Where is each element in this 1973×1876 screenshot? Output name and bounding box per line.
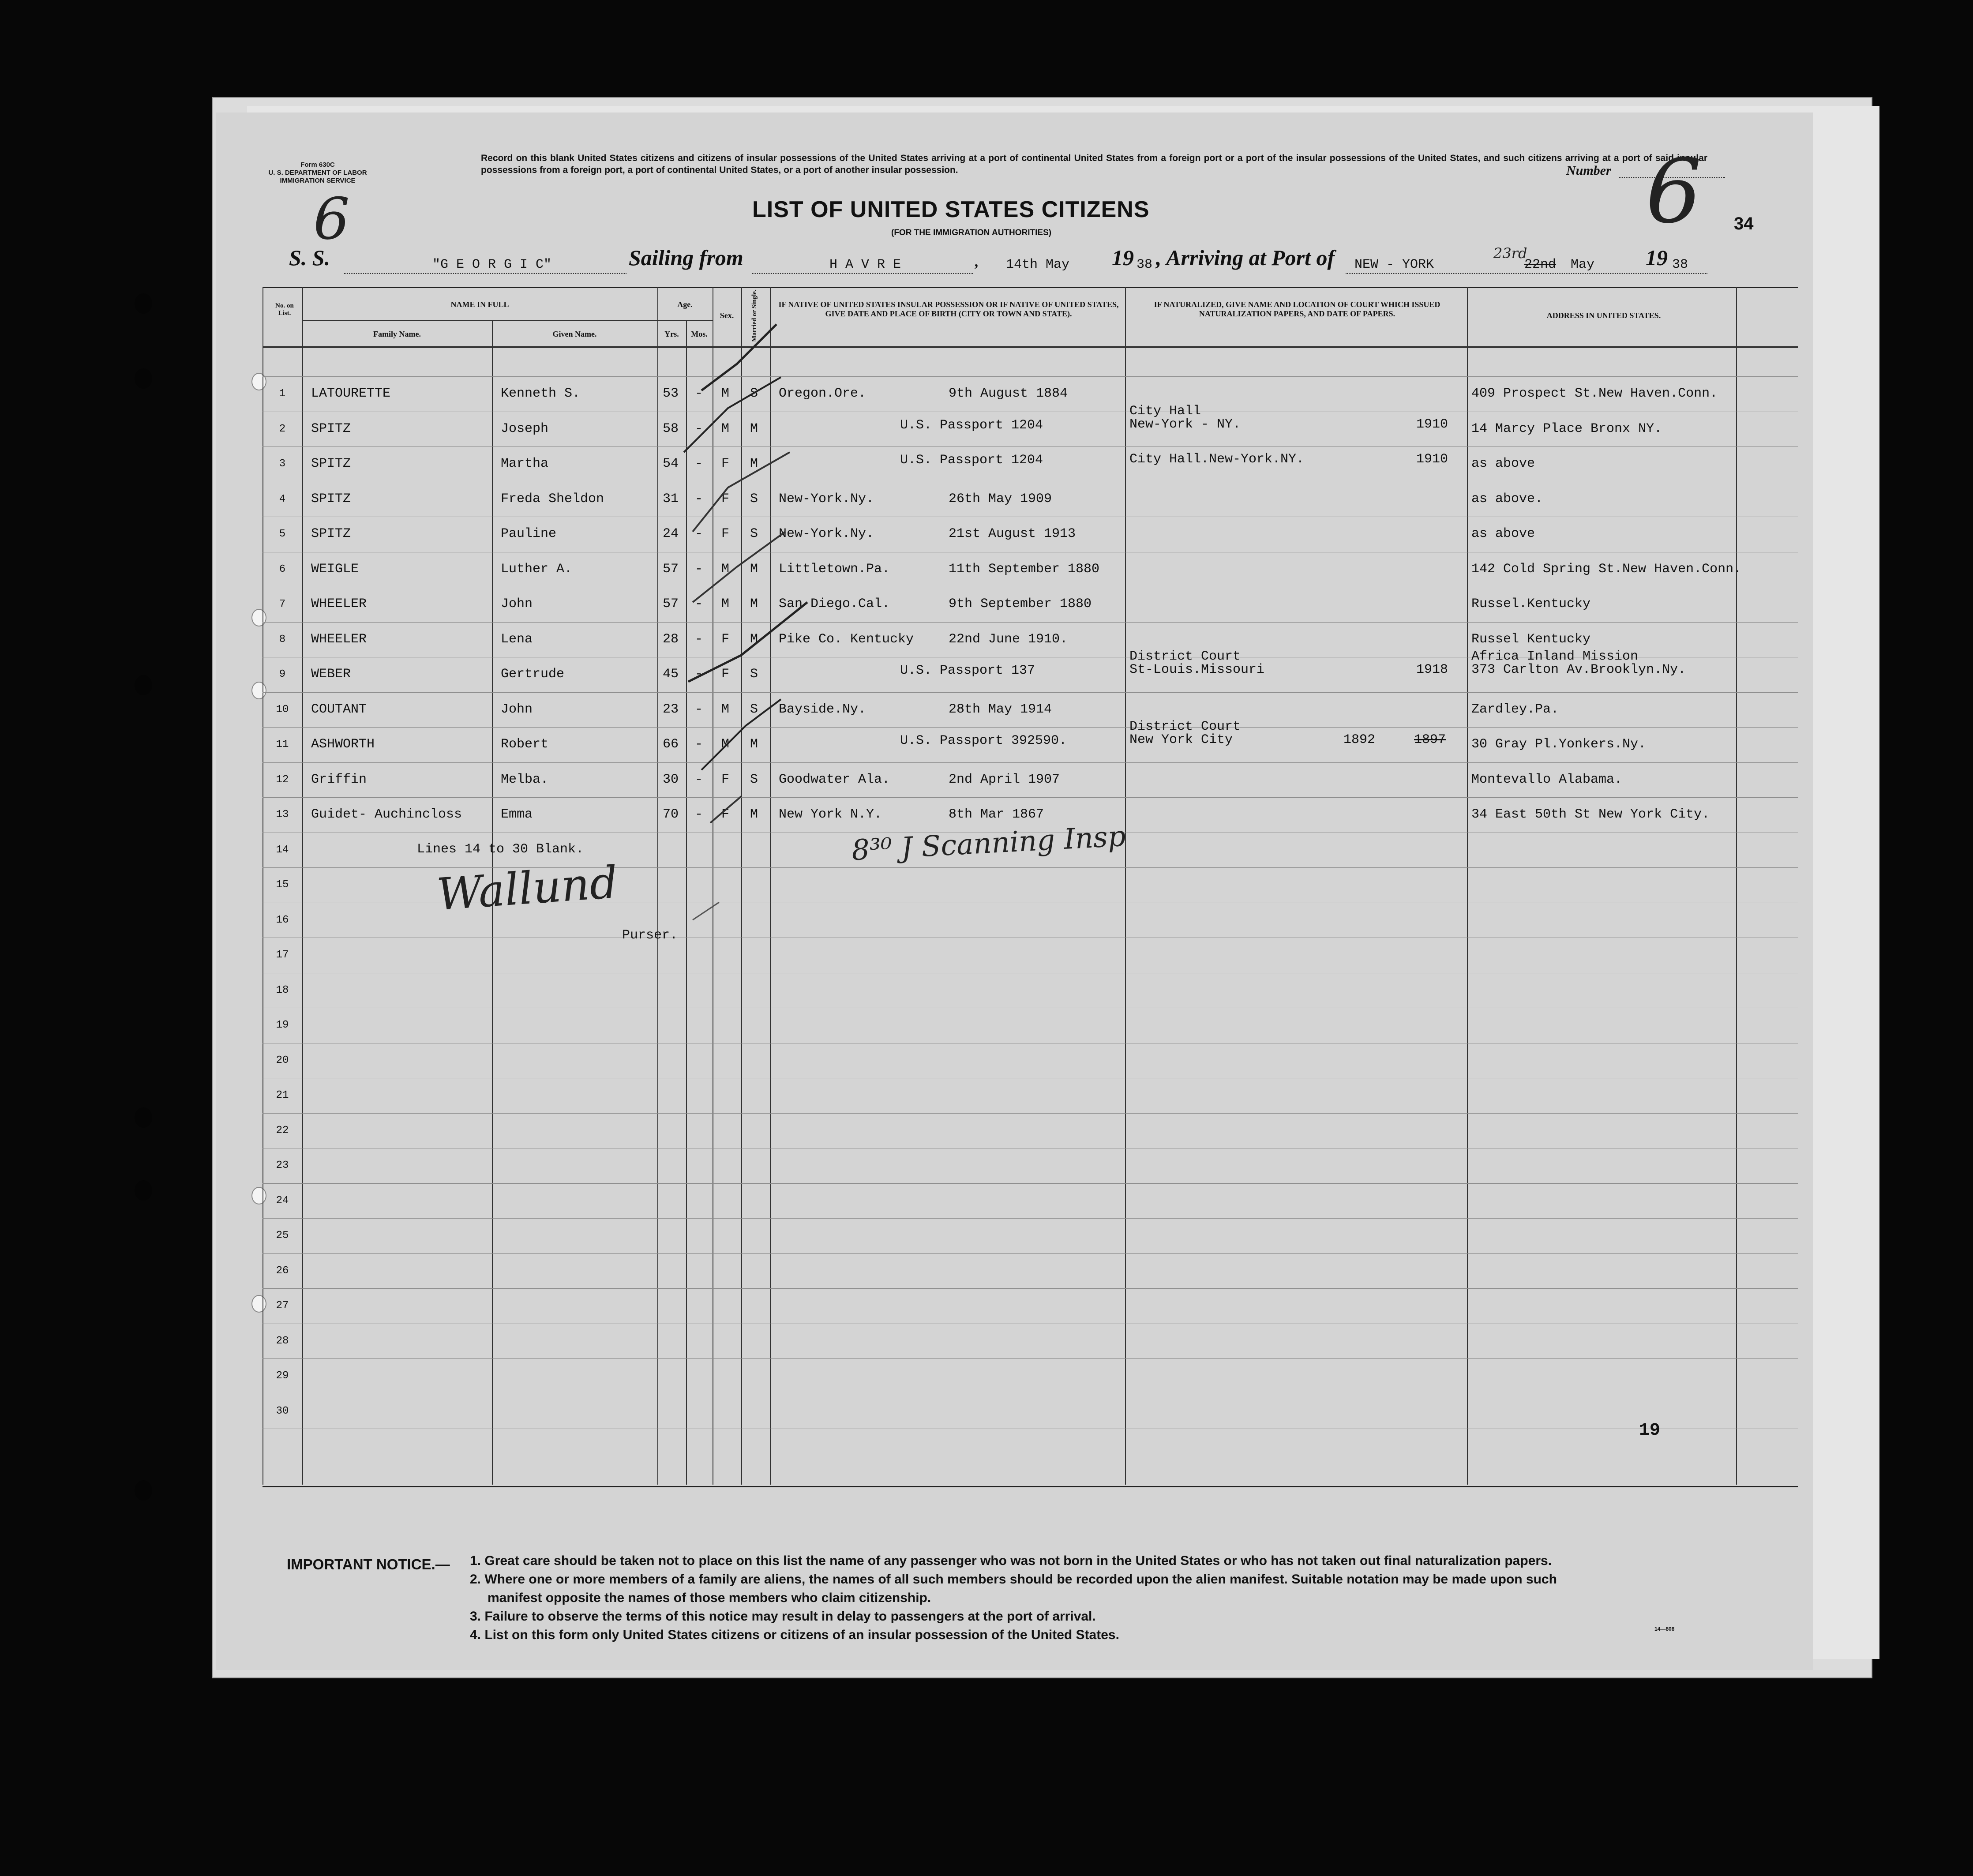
binder-hole: [135, 293, 152, 314]
row-rule: [263, 797, 1798, 798]
notice-item-2: 2. Where one or more members of a family are aliens, the names of all such members should be recorded upon the alien manifest. Suitable notation may be made upon such: [470, 1572, 1557, 1587]
row-number: 26: [276, 1264, 289, 1277]
department: U. S. DEPARTMENT OF LABOR: [268, 169, 367, 176]
birth-date: 28th May 1914: [949, 702, 1052, 717]
sex: F: [721, 491, 730, 507]
family-name: SPITZ: [311, 456, 351, 471]
court-line-1: District Court: [1129, 719, 1241, 734]
header-no: No. on List.: [275, 302, 294, 317]
row-number: 12: [276, 773, 289, 786]
row-number: 25: [276, 1230, 289, 1242]
family-name: Griffin: [311, 772, 367, 787]
age-years: 45: [663, 667, 679, 682]
sex: F: [721, 772, 730, 787]
birth-place: Pike Co. Kentucky: [779, 631, 914, 647]
court-line-1: City Hall: [1129, 403, 1201, 419]
header-name-in-full: NAME IN FULL: [450, 300, 509, 309]
row-number: 17: [276, 949, 289, 961]
address: 142 Cold Spring St.New Haven.Conn.: [1471, 561, 1742, 577]
age-months: -: [695, 386, 703, 401]
age-years: 30: [663, 772, 679, 787]
arrival-month: May: [1571, 257, 1595, 272]
row-rule: [263, 727, 1798, 728]
binder-hole: [135, 1107, 152, 1128]
row-rule: [263, 1288, 1798, 1289]
birth-place: New York N.Y.: [779, 807, 882, 822]
married-or-single: S: [750, 386, 758, 401]
age-years: 54: [663, 456, 679, 471]
court-year: 1918: [1416, 662, 1448, 677]
form-number: Form 630C: [300, 161, 335, 169]
age-months: -: [695, 491, 703, 507]
age-years: 70: [663, 807, 679, 822]
age-years: 53: [663, 386, 679, 401]
notice-item-2-cont: manifest opposite the names of those members who claim citizenship.: [488, 1591, 931, 1605]
sex: M: [721, 597, 730, 612]
birth-place: Bayside.Ny.: [779, 702, 866, 717]
family-name: LATOURETTE: [311, 386, 391, 401]
service: IMMIGRATION SERVICE: [280, 177, 356, 184]
form-code: 14—808: [1654, 1626, 1675, 1632]
sex: F: [721, 631, 730, 647]
year-prefix-from: 19: [1112, 245, 1134, 270]
court-year: 1910: [1416, 452, 1448, 467]
birth-place: Oregon.Ore.: [779, 386, 866, 401]
sailing-label: Sailing from: [629, 245, 743, 270]
header-age: Age.: [677, 300, 693, 309]
form-id: [243, 161, 393, 185]
court-year: 1892: [1343, 732, 1376, 747]
given-name: Melba.: [501, 772, 549, 787]
age-months: -: [695, 421, 703, 436]
address: as above: [1471, 526, 1535, 541]
given-name: Pauline: [501, 526, 557, 541]
sex: F: [721, 667, 730, 682]
age-months: -: [695, 526, 703, 541]
passport: U.S. Passport 1204: [900, 417, 1043, 433]
row-number: 14: [276, 844, 289, 856]
sex: M: [721, 561, 730, 577]
binder-hole: [135, 1180, 152, 1201]
given-name: Luther A.: [501, 561, 573, 577]
binder-hole: [135, 368, 152, 389]
notice-item-4: 4. List on this form only United States citizens or citizens of an insular possession of the United States.: [470, 1628, 1119, 1642]
row-rule: [263, 446, 1798, 447]
row-number: 21: [276, 1089, 289, 1101]
important-notice-heading: IMPORTANT NOTICE.—: [287, 1556, 450, 1572]
family-name: SPITZ: [311, 526, 351, 541]
col-rule: [657, 287, 658, 1485]
binder-hole: [135, 675, 152, 695]
header-given-name: Given Name.: [552, 330, 597, 338]
birth-date: 9th August 1884: [949, 386, 1068, 401]
address: Zardley.Pa.: [1471, 702, 1559, 717]
sex: F: [721, 807, 730, 822]
page-ref: 34: [1734, 214, 1754, 233]
sex: F: [721, 526, 730, 541]
age-months: -: [695, 702, 703, 717]
address: as above.: [1471, 491, 1543, 507]
birth-date: 8th Mar 1867: [949, 807, 1044, 822]
header-family-name: Family Name.: [373, 330, 421, 338]
year-from: 38: [1137, 257, 1153, 272]
inspection-tick-marks: [675, 320, 834, 938]
address: Montevallo Alabama.: [1471, 772, 1623, 787]
sex: M: [721, 421, 730, 436]
row-number: 3: [279, 458, 286, 470]
married-or-single: S: [750, 491, 758, 507]
row-number: 4: [279, 493, 286, 505]
depart-date: 14th May: [1006, 257, 1070, 272]
port-to: NEW - YORK: [1354, 257, 1434, 272]
header-sex: Sex.: [720, 311, 734, 320]
ship-name: "G E O R G I C": [432, 257, 552, 272]
row-number: 1: [279, 388, 286, 400]
row-number: 20: [276, 1054, 289, 1066]
birth-date: 2nd April 1907: [949, 772, 1060, 787]
married-or-single: M: [750, 561, 758, 577]
address: Russel.Kentucky: [1471, 597, 1591, 612]
header-naturalized: IF NATURALIZED, GIVE NAME AND LOCATION OF COURT WHICH ISSUED NATURALIZATION PAPERS, AND DATE OF PAPERS.: [1154, 300, 1440, 318]
birth-place: New-York.Ny.: [779, 526, 874, 541]
age-years: 57: [663, 561, 679, 577]
age-years: 24: [663, 526, 679, 541]
row-number: 29: [276, 1370, 289, 1382]
header-address: ADDRESS IN UNITED STATES.: [1546, 311, 1661, 320]
header-rule: [263, 346, 1798, 348]
year-to: 38: [1672, 257, 1688, 272]
family-name: ASHWORTH: [311, 737, 375, 752]
row-number: 27: [276, 1300, 289, 1312]
row-number: 6: [279, 563, 286, 575]
row-rule: [263, 692, 1798, 693]
important-notice-items: [470, 1552, 1776, 1644]
page-subtitle: (FOR THE IMMIGRATION AUTHORITIES): [891, 228, 1052, 237]
given-name: Freda Sheldon: [501, 491, 604, 507]
age-months: -: [695, 807, 703, 822]
arrival-struck: 22nd: [1524, 257, 1557, 272]
birth-date: 21st August 1913: [949, 526, 1076, 541]
court-line-2: New-York - NY.: [1129, 416, 1241, 432]
name-subheader-rule: [302, 320, 657, 321]
given-name: Joseph: [501, 421, 549, 436]
family-name: WEIGLE: [311, 561, 359, 577]
birth-date: 11th September 1880: [949, 561, 1100, 577]
given-name: Gertrude: [501, 667, 565, 682]
given-name: Martha: [501, 456, 549, 471]
sex: F: [721, 456, 730, 471]
row-number: 16: [276, 914, 289, 926]
row-number: 11: [276, 739, 289, 750]
row-number: 10: [276, 703, 289, 716]
header-yrs: Yrs.: [664, 330, 679, 338]
court-line-1: District Court: [1129, 649, 1241, 664]
family-name: WHEELER: [311, 631, 367, 647]
arrival-correction: 23rd: [1493, 245, 1527, 262]
purser-label: Purser.: [622, 928, 678, 943]
notice-item-3: 3. Failure to observe the terms of this notice may result in delay to passengers at the port of arrival.: [470, 1609, 1096, 1624]
row-rule: [263, 1218, 1798, 1219]
sex: M: [721, 737, 730, 752]
age-months: -: [695, 667, 703, 682]
address: as above: [1471, 456, 1535, 471]
row-number: 5: [279, 528, 286, 540]
birth-place: San Diego.Cal.: [779, 597, 890, 612]
year-prefix-to: 19: [1646, 245, 1668, 270]
port-from: H A V R E: [829, 257, 901, 272]
age-months: -: [695, 631, 703, 647]
birth-date: 9th September 1880: [949, 597, 1092, 612]
page-number: 19: [1639, 1421, 1661, 1441]
purser-signature: Wallund: [435, 856, 620, 921]
age-years: 23: [663, 702, 679, 717]
col-rule: [1736, 287, 1737, 1485]
address-line-1: Africa Inland Mission: [1471, 649, 1639, 664]
given-name: Emma: [501, 807, 533, 822]
header-mos: Mos.: [691, 330, 708, 338]
birth-place: New-York.Ny.: [779, 491, 874, 507]
family-name: Guidet- Auchincloss: [311, 807, 462, 822]
passport: U.S. Passport 392590.: [900, 733, 1067, 748]
age-months: -: [695, 456, 703, 471]
row-number: 2: [279, 423, 286, 435]
col-rule: [1125, 287, 1126, 1485]
arriving-label: , Arriving at Port of: [1156, 245, 1335, 270]
married-or-single: M: [750, 421, 758, 436]
struck-year: 1897: [1414, 732, 1446, 747]
age-months: -: [695, 737, 703, 752]
row-rule: [263, 1253, 1798, 1254]
header-birth: IF NATIVE OF UNITED STATES INSULAR POSSESSION OR IF NATIVE OF UNITED STATES, GIVE DATE AND PLACE OF BIRTH (CITY OR TOWN AND STATE).: [778, 300, 1119, 318]
col-rule: [302, 287, 303, 1485]
row-number: 13: [276, 809, 289, 821]
row-number: 30: [276, 1405, 289, 1417]
married-or-single: M: [750, 631, 758, 647]
given-name: John: [501, 702, 533, 717]
family-name: WHEELER: [311, 597, 367, 612]
row-rule: [263, 376, 1798, 377]
corner-mark: 6: [313, 185, 350, 252]
address: Russel Kentucky: [1471, 631, 1591, 647]
age-months: -: [695, 597, 703, 612]
given-name: John: [501, 597, 533, 612]
row-number: 23: [276, 1159, 289, 1171]
address: 373 Carlton Av.Brooklyn.Ny.: [1471, 662, 1686, 677]
col-rule: [1467, 287, 1468, 1485]
sex: M: [721, 386, 730, 401]
passport: U.S. Passport 137: [900, 663, 1035, 678]
court-line-2: New York City: [1129, 732, 1233, 747]
age-years: 31: [663, 491, 679, 507]
court-year: 1910: [1416, 416, 1448, 432]
birth-place: Littletown.Pa.: [779, 561, 890, 577]
manifest-page: [216, 113, 1813, 1670]
row-number: 22: [276, 1124, 289, 1137]
blank-note: Lines 14 to 30 Blank.: [417, 842, 584, 857]
passport: U.S. Passport 1204: [900, 453, 1043, 468]
given-name: Lena: [501, 631, 533, 647]
family-name: COUTANT: [311, 702, 367, 717]
record-instruction: Record on this blank United States citizens and citizens of insular possessions of the United States arriving at a port of continental United States from a foreign port or a port of the insular possessions of the United States, and such citizens arriving at a port of said insular possessions from a foreign port, a port of continental United States, or a port of another insular possession.: [481, 153, 1707, 175]
row-rule: [263, 1358, 1798, 1359]
age-months: -: [695, 561, 703, 577]
row-number: 19: [276, 1019, 289, 1031]
married-or-single: S: [750, 667, 758, 682]
row-number: 9: [279, 668, 286, 680]
family-name: SPITZ: [311, 421, 351, 436]
row-rule: [263, 1183, 1798, 1184]
comma: ,: [975, 254, 979, 270]
sex: M: [721, 702, 730, 717]
family-name: WEBER: [311, 667, 351, 682]
header-married: Married or Single.: [751, 289, 758, 342]
address: 409 Prospect St.New Haven.Conn.: [1471, 386, 1718, 401]
row-rule: [263, 1113, 1798, 1114]
age-years: 58: [663, 421, 679, 436]
age-years: 28: [663, 631, 679, 647]
age-years: 66: [663, 737, 679, 752]
birth-date: 22nd June 1910.: [949, 631, 1068, 647]
page-title: LIST OF UNITED STATES CITIZENS: [752, 197, 1150, 222]
given-name: Kenneth S.: [501, 386, 581, 401]
address: 30 Gray Pl.Yonkers.Ny.: [1471, 737, 1647, 752]
birth-place: Goodwater Ala.: [779, 772, 890, 787]
given-name: Robert: [501, 737, 549, 752]
address: 34 East 50th St New York City.: [1471, 807, 1710, 822]
row-rule: [263, 762, 1798, 763]
notice-item-1: 1. Great care should be taken not to place on this list the name of any passenger who was not born in the United States or who has not taken out final naturalization papers.: [470, 1553, 1552, 1568]
inspector-note: 8³⁰ J Scanning Insp: [851, 820, 1127, 867]
married-or-single: M: [750, 737, 758, 752]
ss-label: S. S.: [289, 245, 330, 270]
number-label: Number: [1566, 163, 1611, 178]
row-number: 28: [276, 1335, 289, 1347]
age-months: -: [695, 772, 703, 787]
birth-date: 26th May 1909: [949, 491, 1052, 507]
row-number: 8: [279, 633, 286, 645]
married-or-single: M: [750, 456, 758, 471]
married-or-single: S: [750, 702, 758, 717]
binder-hole: [135, 1480, 152, 1501]
number-value: 6: [1646, 140, 1702, 243]
married-or-single: M: [750, 807, 758, 822]
married-or-single: M: [750, 597, 758, 612]
row-number: 18: [276, 984, 289, 996]
address: 14 Marcy Place Bronx NY.: [1471, 421, 1662, 436]
married-or-single: S: [750, 526, 758, 541]
row-rule: [263, 622, 1798, 623]
row-number: 24: [276, 1194, 289, 1207]
row-number: 15: [276, 879, 289, 891]
married-or-single: S: [750, 772, 758, 787]
age-years: 57: [663, 597, 679, 612]
family-name: SPITZ: [311, 491, 351, 507]
court-line-2: City Hall.New-York.NY.: [1129, 452, 1305, 467]
court-line-2: St-Louis.Missouri: [1129, 662, 1265, 677]
row-number: 7: [279, 598, 286, 610]
